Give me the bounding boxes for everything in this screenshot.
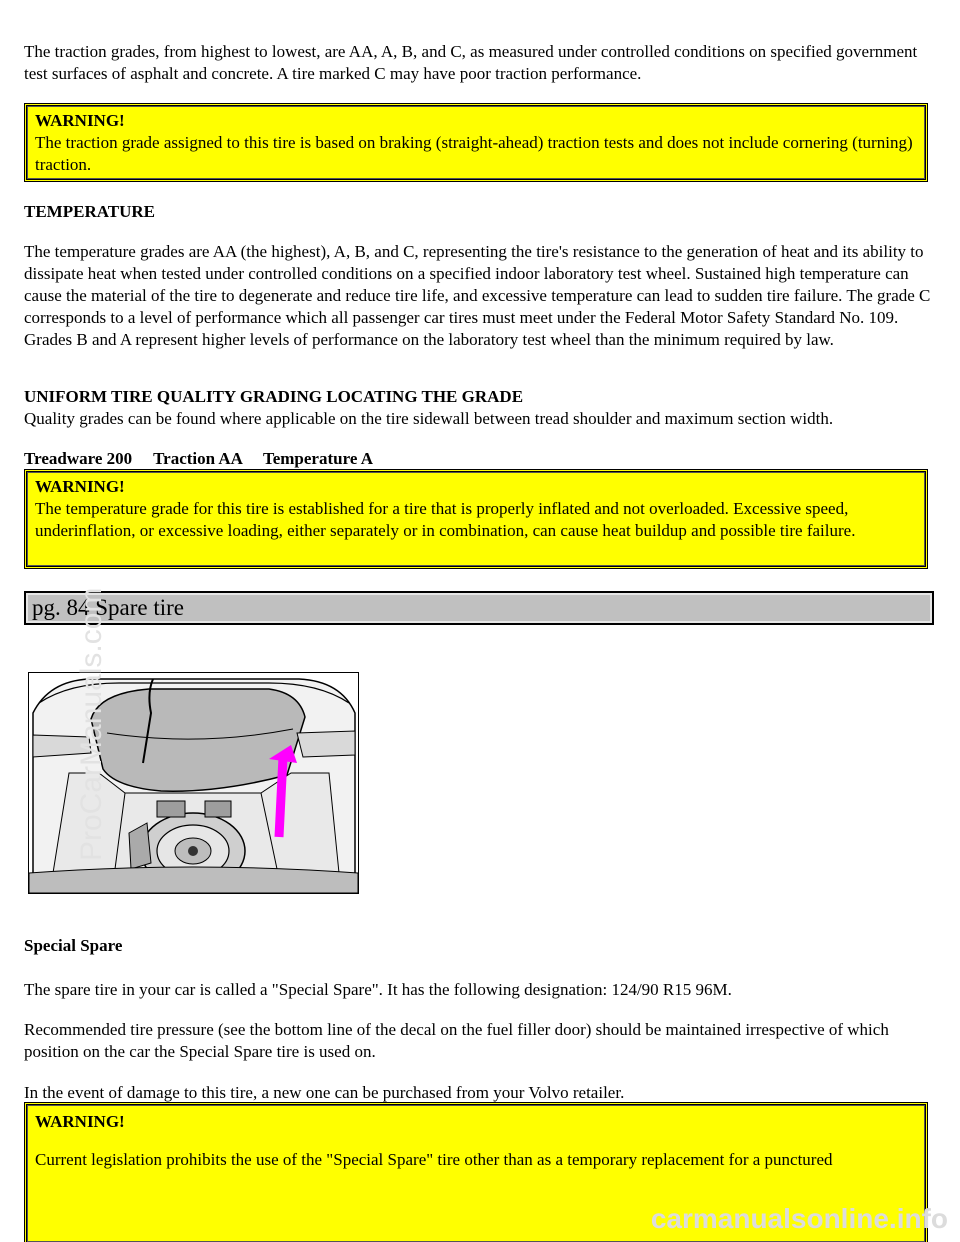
special-spare-heading: Special Spare	[24, 936, 123, 955]
temperature-paragraph: The temperature grades are AA (the highest), A, B, and C, representing the tire's resistance to the generation of heat and its ability to dissipate heat when tested under controlled conditions on a specified indoor laboratory test wheel. Sustained high temperature can cause the material of the tire to degenerate and reduce tire life, and excessive temperature can lead to sudden tire failure. The grade C corresponds to a level of performance which all passenger car tires must meet under the Federal Motor Safety Standard No. 109. Grades B and A represent higher levels of performance on the laboratory test wheel than the minimum required by law.	[24, 242, 931, 349]
warning-title: WARNING!	[35, 111, 125, 130]
warning-text: The traction grade assigned to this tire is based on braking (straight-ahead) traction tests and does not include cornering (turning) traction.	[35, 133, 913, 174]
special-spare-paragraph-3: In the event of damage to this tire, a new one can be purchased from your Volvo retailer.	[24, 1083, 625, 1102]
special-spare-paragraph-1: The spare tire in your car is called a "Special Spare". It has the following designation: 124/90 R15 96M.	[24, 980, 732, 999]
bottom-watermark: carmanualsonline.info	[650, 1203, 948, 1234]
warning-text: The temperature grade for this tire is established for a tire that is properly inflated and not overloaded. Excessive speed, underinflation, or excessive loading, either separately or in combination, can cause heat buildup and possible tire failure.	[35, 499, 856, 540]
warning-title: WARNING!	[35, 1112, 125, 1131]
traction-paragraph: The traction grades, from highest to lowest, are AA, A, B, and C, as measured under controlled conditions on specified government test surfaces of asphalt and concrete. A tire marked C may have poor traction performance.	[24, 42, 918, 83]
grade-example-line: Treadware 200 Traction AA Temperature A	[24, 449, 373, 468]
warning-box-traction	[24, 103, 928, 182]
uniform-grading-heading: UNIFORM TIRE QUALITY GRADING LOCATING THE GRADE	[24, 387, 524, 406]
special-spare-paragraph-2: Recommended tire pressure (see the bottom line of the decal on the fuel filler door) should be maintained irrespective of which position on the car the Special Spare tire is used on.	[24, 1020, 889, 1061]
left-watermark: ProCarManuals.com	[75, 587, 108, 861]
warning-box-temperature	[24, 469, 928, 569]
temperature-heading: TEMPERATURE	[24, 202, 155, 221]
section-header-spare-tire: pg. 84 Spare tire	[24, 591, 934, 625]
uniform-grading-paragraph: Quality grades can be found where applicable on the tire sidewall between tread shoulder and maximum section width.	[24, 409, 834, 428]
warning-title: WARNING!	[35, 477, 125, 496]
warning-text: Current legislation prohibits the use of the "Special Spare" tire other than as a temporary replacement for a punctured	[35, 1150, 833, 1169]
